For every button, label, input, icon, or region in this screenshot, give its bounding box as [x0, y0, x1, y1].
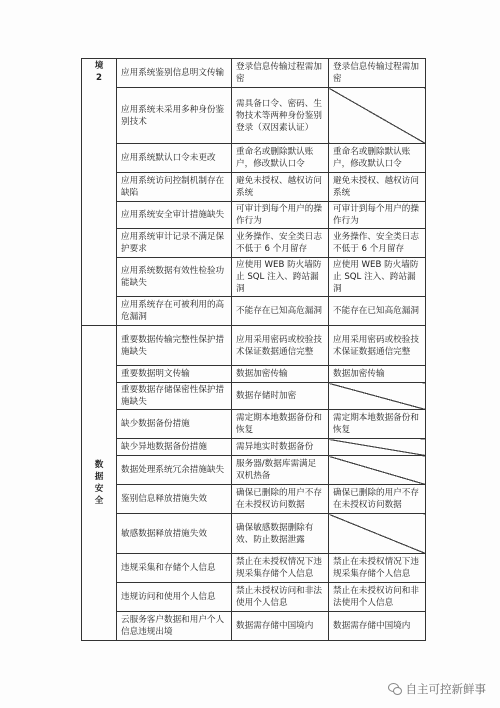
- empty-diagonal-cell: [329, 514, 426, 554]
- category-char: 据: [94, 472, 104, 482]
- table-row: [82, 326, 426, 366]
- category-cell: [82, 326, 117, 641]
- requirement-cell: 可审计到每个用户的操作行为: [329, 202, 426, 229]
- table-row: [82, 258, 426, 297]
- table-row: [82, 612, 426, 641]
- table-row: [82, 144, 426, 173]
- watermark-text: 自主可控新鲜事: [405, 682, 486, 696]
- table-row: [82, 554, 426, 583]
- item-cell: 应用系统默认口令未更改: [117, 144, 232, 173]
- requirement-cell: 服务器/数据库需满足双机热备: [232, 456, 329, 485]
- requirement-cell: 业务操作、安全类日志不低于 6 个月留存: [329, 229, 426, 258]
- empty-diagonal-cell: [329, 456, 426, 485]
- requirement-cell: 数据需存储中国境内: [329, 612, 426, 641]
- category-char: 全: [94, 496, 104, 506]
- table-row: [82, 485, 426, 514]
- requirement-cell: 登录信息传输过程需加密: [232, 59, 329, 88]
- requirement-cell: 禁止未授权访问和非法使用个人信息: [232, 583, 329, 612]
- item-cell: 应用系统存在可被利用的高危漏洞: [117, 297, 232, 326]
- requirement-cell: 禁止在未授权情况下违规采集存储个人信息: [329, 554, 426, 583]
- requirement-cell: 不能存在已知高危漏洞: [232, 297, 329, 326]
- table-row: [82, 229, 426, 258]
- requirement-cell: 需具备口令、密码、生物技术等两种身份鉴别登录（双因素认证）: [232, 88, 329, 144]
- item-cell: 缺少异地数据备份措施: [117, 439, 232, 456]
- requirement-cell: 确保已删除的用户不存在未授权访问数据: [329, 485, 426, 514]
- requirement-cell: 需异地实时数据备份: [232, 439, 329, 456]
- watermark: [388, 681, 487, 697]
- item-cell: 应用系统访问控制机制存在缺陷: [117, 173, 232, 202]
- requirement-cell: 应用采用密码或校验技术保证数据通信完整: [329, 326, 426, 366]
- empty-diagonal-cell: [329, 383, 426, 410]
- item-cell: 数据处理系统冗余措施缺失: [117, 456, 232, 485]
- requirement-cell: 禁止在未授权访问和非法使用个人信息: [329, 583, 426, 612]
- requirement-cell: 重命名或删除默认账户，修改默认口令: [232, 144, 329, 173]
- category-char: 境: [94, 61, 104, 71]
- item-cell: 违规采集和存储个人信息: [117, 554, 232, 583]
- requirement-cell: 避免未授权、越权访问系统: [232, 173, 329, 202]
- requirement-cell: 禁止在未授权情况下违规采集存储个人信息: [232, 554, 329, 583]
- table-row: [82, 202, 426, 229]
- category-char: 安: [94, 484, 104, 494]
- table-row: [82, 59, 426, 88]
- item-cell: 敏感数据释放措施失效: [117, 514, 232, 554]
- requirement-cell: 数据需存储中国境内: [232, 612, 329, 641]
- table-row: [82, 456, 426, 485]
- requirement-cell: 应使用 WEB 防火墙防止 SQL 注入、跨站漏洞: [232, 258, 329, 297]
- requirement-cell: 数据存储时加密: [232, 383, 329, 410]
- requirement-cell: 重命名或删除默认账户，修改默认口令: [329, 144, 426, 173]
- item-cell: 重要数据传输完整性保护措施缺失: [117, 326, 232, 366]
- requirement-cell: 不能存在已知高危漏洞: [329, 297, 426, 326]
- table-row: [82, 366, 426, 383]
- requirement-cell: 需定期本地数据备份和恢复: [232, 410, 329, 439]
- requirement-cell: 业务操作、安全类日志不低于 6 个月留存: [232, 229, 329, 258]
- category-char: 2: [96, 73, 102, 83]
- item-cell: 应用系统审计记录不满足保护要求: [117, 229, 232, 258]
- requirement-cell: 需定期本地数据备份和恢复: [329, 410, 426, 439]
- table-row: [82, 439, 426, 456]
- item-cell: 缺少数据备份措施: [117, 410, 232, 439]
- requirement-cell: 可审计到每个用户的操作行为: [232, 202, 329, 229]
- table-row: [82, 173, 426, 202]
- table-row: [82, 383, 426, 410]
- item-cell: 云服务客户数据和用户个人信息违规出境: [117, 612, 232, 641]
- item-cell: 重要数据存储保密性保护措施缺失: [117, 383, 232, 410]
- requirement-cell: 登录信息传输过程需加密: [329, 59, 426, 88]
- table-row: [82, 514, 426, 554]
- empty-diagonal-cell: [329, 88, 426, 144]
- item-cell: 应用系统数据有效性检验功能缺失: [117, 258, 232, 297]
- security-requirements-table: [81, 58, 426, 641]
- table-row: [82, 297, 426, 326]
- category-cell: [82, 59, 117, 326]
- requirement-cell: 应用采用密码或校验技术保证数据通信完整: [232, 326, 329, 366]
- requirement-cell: 确保敏感数据删除有效、防止数据泄露: [232, 514, 329, 554]
- wechat-icon: [388, 683, 402, 695]
- category-char: 数: [94, 460, 104, 470]
- table-row: [82, 88, 426, 144]
- item-cell: 应用系统未采用多种身份鉴别技术: [117, 88, 232, 144]
- item-cell: 违规访问和使用个人信息: [117, 583, 232, 612]
- empty-diagonal-cell: [329, 439, 426, 456]
- requirement-cell: 数据加密传输: [329, 366, 426, 383]
- item-cell: 鉴别信息释放措施失效: [117, 485, 232, 514]
- item-cell: 应用系统安全审计措施缺失: [117, 202, 232, 229]
- requirement-cell: 数据加密传输: [232, 366, 329, 383]
- requirement-cell: 确保已删除的用户不存在未授权访问数据: [232, 485, 329, 514]
- table-row: [82, 583, 426, 612]
- item-cell: 应用系统鉴别信息明文传输: [117, 59, 232, 88]
- requirement-cell: 应使用 WEB 防火墙防止 SQL 注入、跨站漏洞: [329, 258, 426, 297]
- item-cell: 重要数据明文传输: [117, 366, 232, 383]
- requirement-cell: 避免未授权、越权访问系统: [329, 173, 426, 202]
- table-row: [82, 410, 426, 439]
